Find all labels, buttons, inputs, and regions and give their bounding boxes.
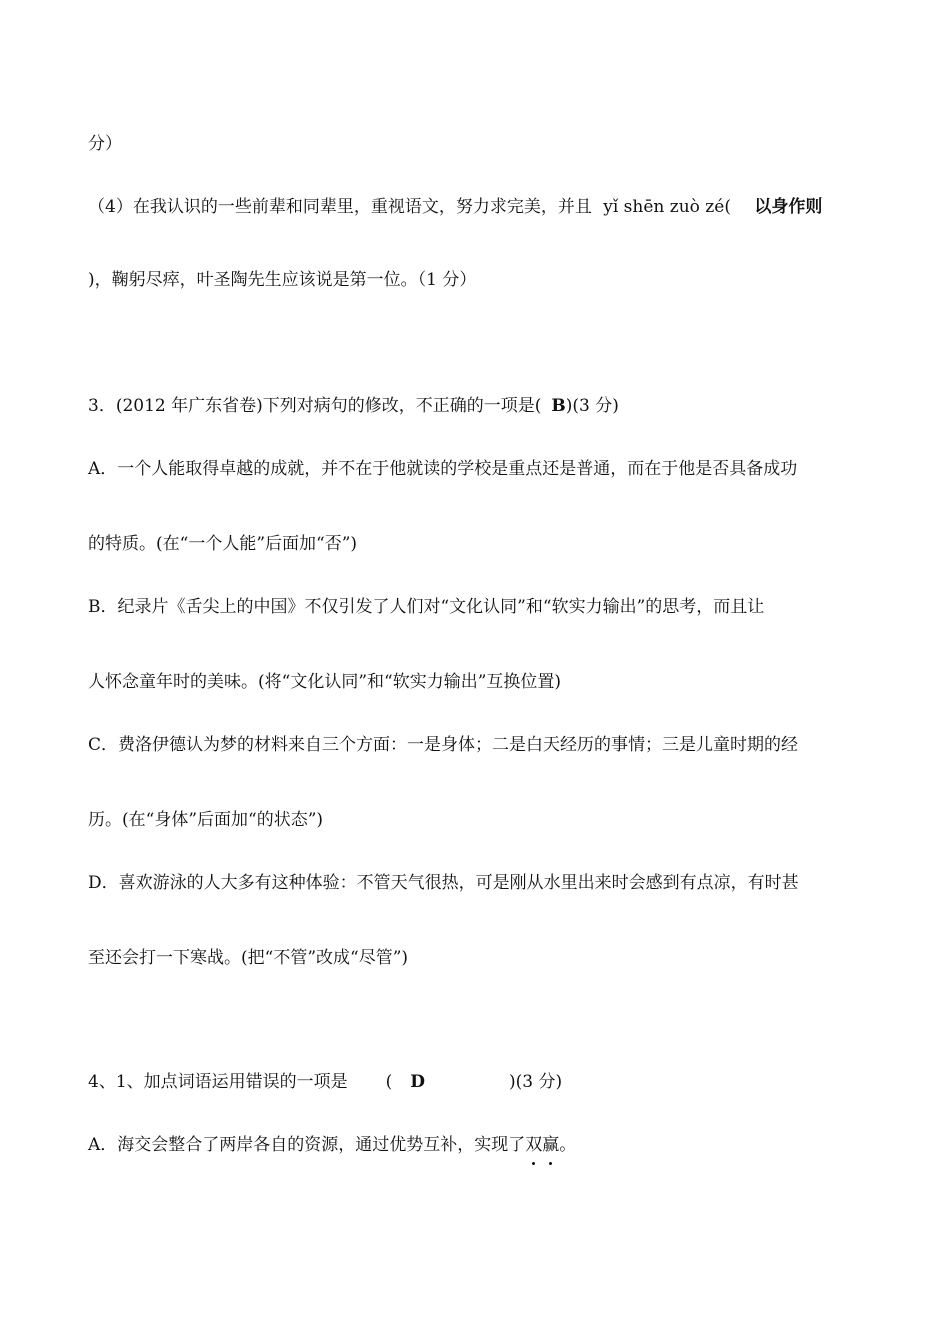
q3-option-c-line2: 历。(在“身体”后面加“的状态”) [88,810,324,830]
q4-option-a-dotted-word: 双赢 [525,1135,560,1155]
q3-option-a-line1: A．一个人能取得卓越的成就，并不在于他就读的学校是重点还是普通，而在于他是否具备成功 [88,459,798,479]
q4-answer: D [410,1072,426,1092]
emphasis-dot-icon [549,1162,552,1165]
q4-option-a-end: 。 [559,1135,577,1155]
q3-option-b-line2: 人怀念童年时的美味。(将“文化认同”和“软实力输出”互换位置) [88,672,562,692]
dotted-emphasis [525,1133,559,1157]
q2-4-line2: )，鞠躬尽瘁，叶圣陶先生应该说是第一位。（1 分） [88,270,477,290]
q2-4-text: （4）在我认识的一些前辈和同辈里，重视语文，努力求完美，并且 [88,197,592,217]
q3-option-c-line1: C．费洛伊德认为梦的材料来自三个方面：一是身体；二是白天经历的事情；三是儿童时期的经 [88,735,799,755]
q2-4-pinyin: yǐ shēn zuò zé( [603,197,731,217]
emphasis-dot-icon [532,1162,535,1165]
q4-option-a [88,1133,576,1157]
q4-option-a-text: A．海交会整合了两岸各自的资源，通过优势互补，实现了 [88,1135,526,1155]
q2-4-answer: 以身作则 [754,197,823,217]
q3-option-d-line1: D．喜欢游泳的人大多有这种体验：不管天气很热，可是刚从水里出来时会感到有点凉，有时甚 [88,873,799,893]
q3-answer: B [551,396,566,416]
q4-open-paren: ( [385,1072,393,1092]
q3-option-a-line2: 的特质。(在“一个人能”后面加“否”) [88,534,358,554]
q3-option-b-line1: B．纪录片《舌尖上的中国》不仅引发了人们对“文化认同”和“软实力输出”的思考，而且让 [88,597,765,617]
q4-stem-text: 4、1、加点词语运用错误的一项是 [88,1072,348,1092]
q3-stem-post: )(3 分) [565,396,619,416]
q3-option-d-line2: 至还会打一下寒战。(把“不管”改成“尽管”) [88,948,409,968]
q4-stem [88,1070,562,1094]
q3-stem [88,394,619,418]
fragment-top: 分） [88,134,122,154]
q4-close: )(3 分) [509,1072,563,1092]
q2-4-line1 [88,195,822,219]
q3-stem-pre: 3．(2012 年广东省卷)下列对病句的修改，不正确的一项是( [88,396,542,416]
